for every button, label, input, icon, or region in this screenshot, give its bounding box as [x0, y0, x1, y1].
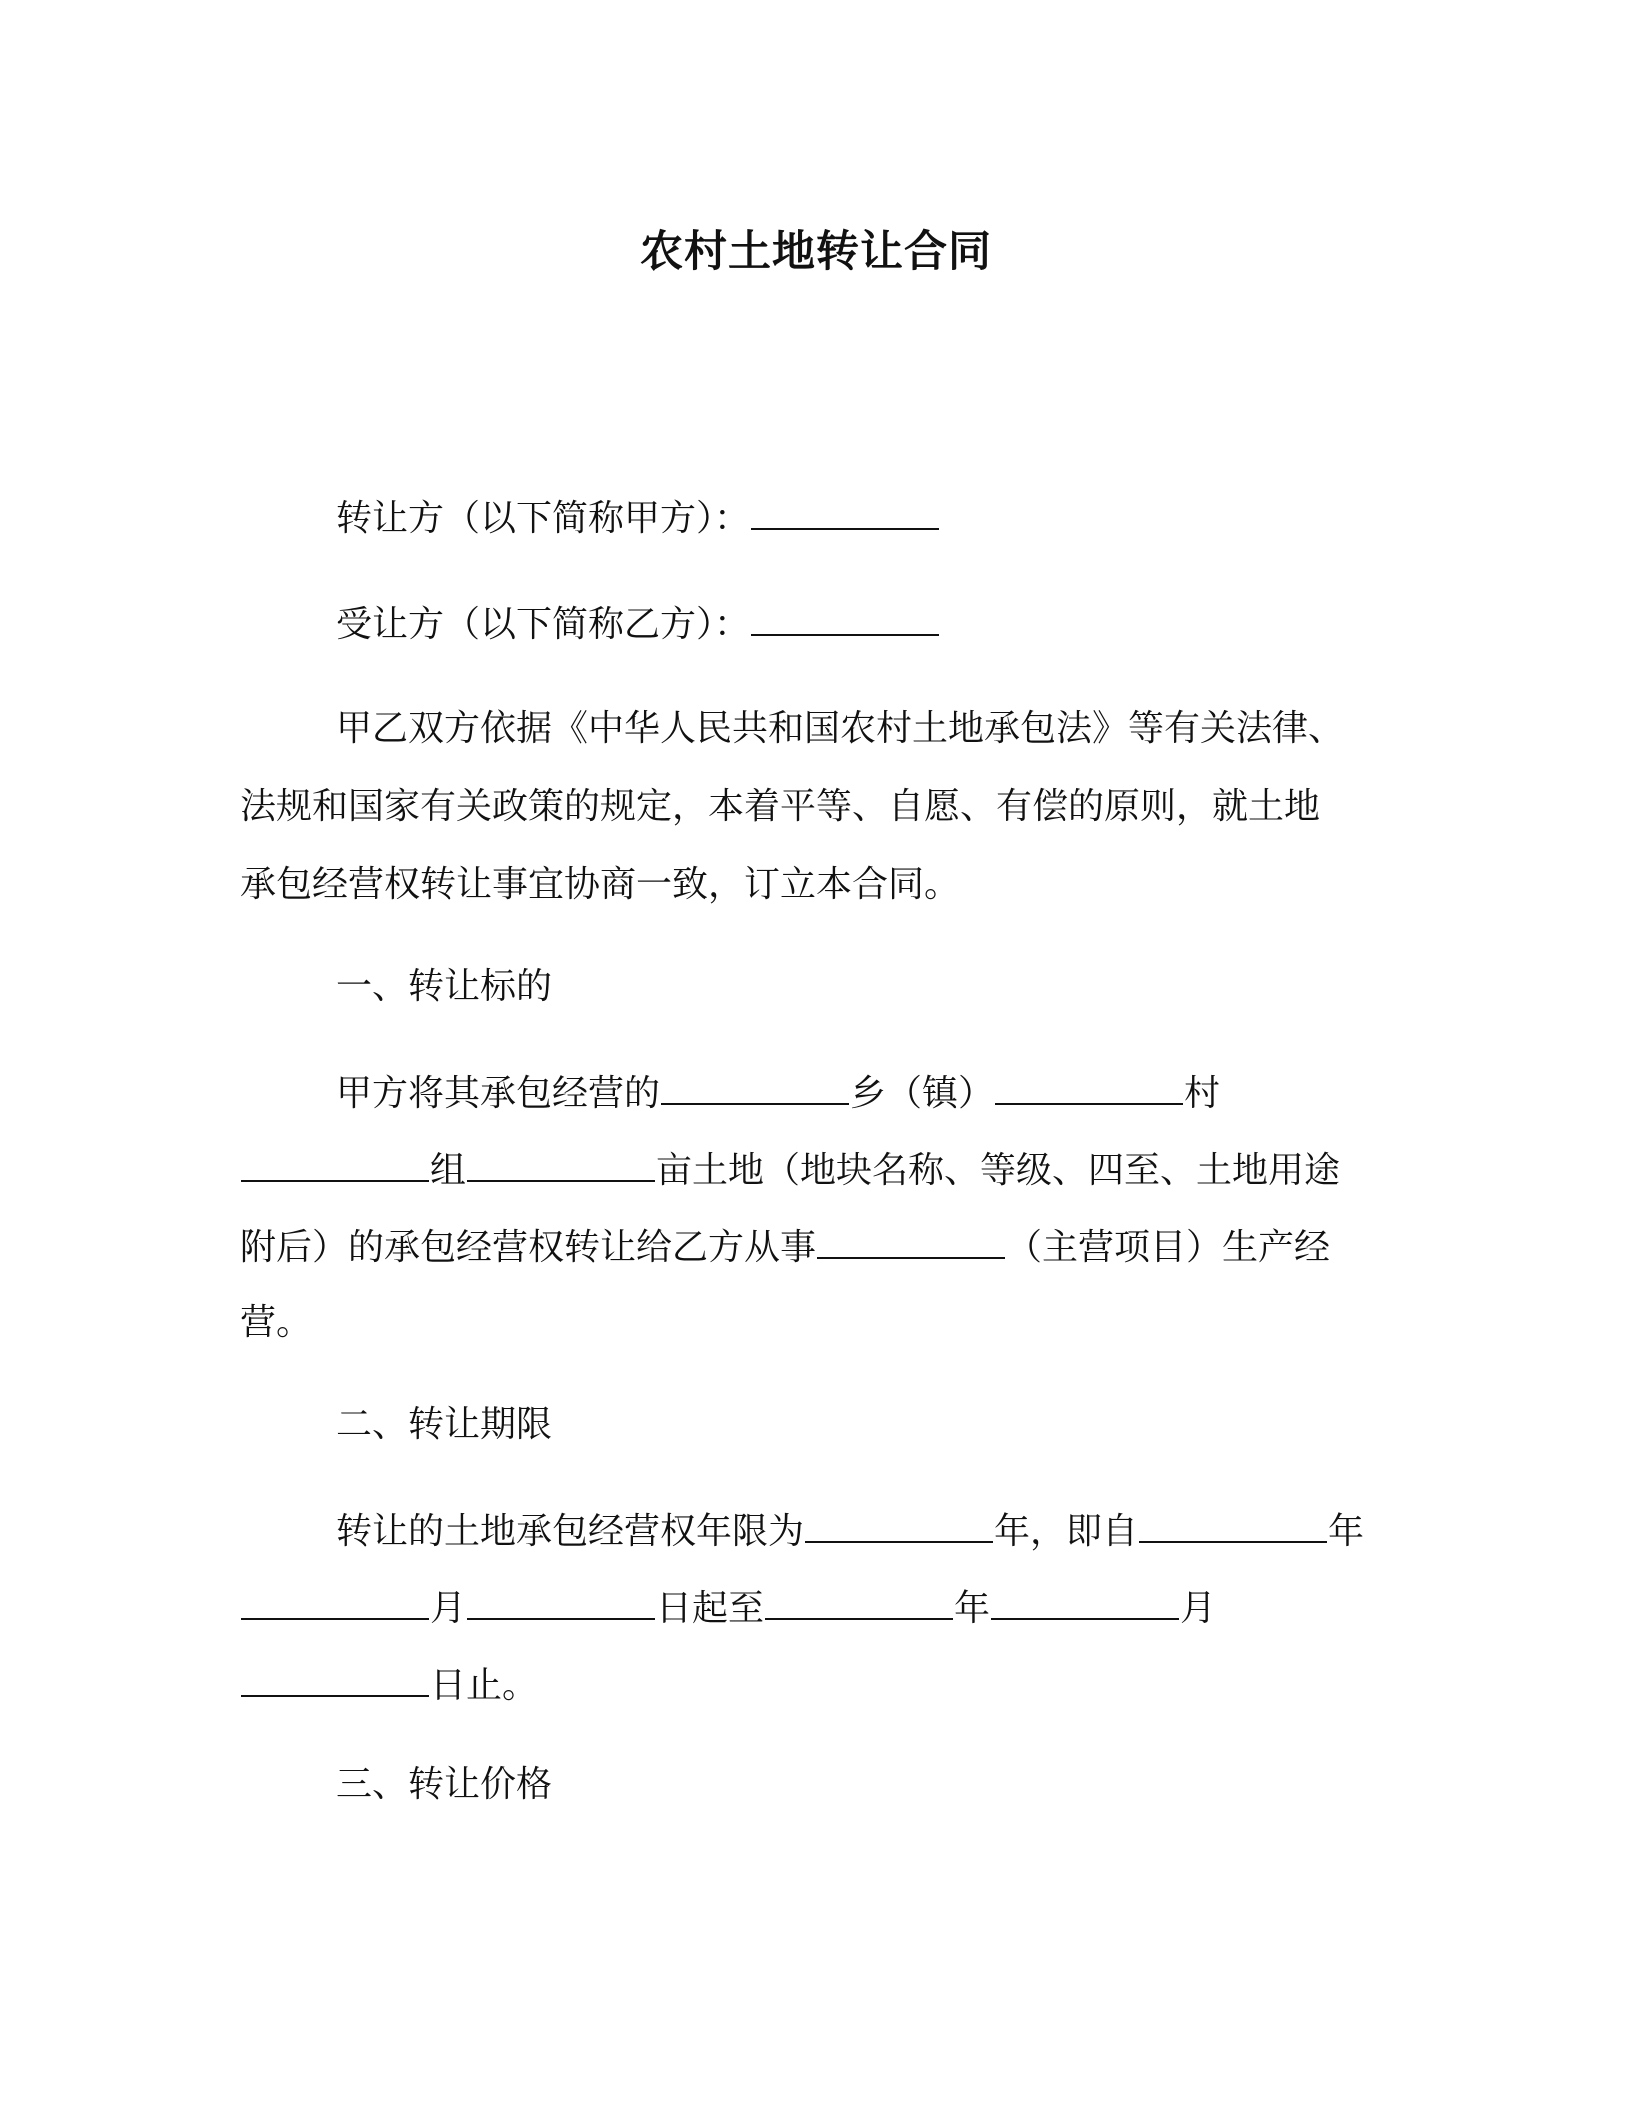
years-blank	[805, 1505, 993, 1543]
intro-line-1: 甲乙双方依据《中华人民共和国农村土地承包法》等有关法律、	[336, 708, 1345, 749]
party-a-blank	[751, 492, 939, 530]
section2-heading: 二、转让期限	[336, 1404, 553, 1445]
project-blank	[817, 1221, 1005, 1259]
section1-line-1	[336, 1067, 1496, 1119]
section1-line-4: 营。	[240, 1302, 313, 1343]
area-blank	[467, 1144, 655, 1182]
text-segment: 日止。	[430, 1665, 539, 1706]
section1-line-2	[240, 1144, 1400, 1196]
section1-line-3	[240, 1221, 1400, 1273]
text-segment: 甲方将其承包经营的	[336, 1073, 661, 1114]
page-title: 农村土地转让合同	[640, 227, 992, 277]
text-segment: 日起至	[656, 1588, 765, 1629]
text-segment: 年，即自	[994, 1511, 1139, 1552]
end-day-blank	[241, 1659, 429, 1697]
start-year-blank	[1139, 1505, 1327, 1543]
township-blank	[661, 1067, 849, 1105]
party-b-line	[336, 598, 1496, 650]
village-blank	[995, 1067, 1183, 1105]
start-month-blank	[241, 1582, 429, 1620]
text-segment: 年	[954, 1588, 991, 1629]
intro-line-2: 法规和国家有关政策的规定，本着平等、自愿、有偿的原则，就土地	[240, 786, 1321, 827]
section2-line-2	[240, 1582, 1400, 1634]
text-segment: 月	[430, 1588, 467, 1629]
section2-line-1	[336, 1505, 1496, 1557]
text-segment: 年	[1328, 1511, 1365, 1552]
end-month-blank	[991, 1582, 1179, 1620]
text-segment: （主营项目）生产经	[1006, 1227, 1331, 1268]
party-b-label: 受让方（以下简称乙方）：	[336, 604, 751, 645]
text-segment: 村	[1184, 1073, 1221, 1114]
text-segment: 亩土地（地块名称、等级、四至、土地用途	[656, 1150, 1341, 1191]
text-segment: 组	[430, 1150, 467, 1191]
text-segment: 转让的土地承包经营权年限为	[336, 1511, 805, 1552]
party-a-line	[336, 492, 1496, 544]
text-segment: 附后）的承包经营权转让给乙方从事	[240, 1227, 817, 1268]
party-b-blank	[751, 598, 939, 636]
section2-line-3	[240, 1659, 1400, 1711]
intro-line-3: 承包经营权转让事宜协商一致，订立本合同。	[240, 864, 961, 905]
start-day-blank	[467, 1582, 655, 1620]
section1-heading: 一、转让标的	[336, 966, 553, 1007]
group-blank	[241, 1144, 429, 1182]
section3-heading: 三、转让价格	[336, 1764, 553, 1805]
end-year-blank	[765, 1582, 953, 1620]
text-segment: 月	[1180, 1588, 1217, 1629]
text-segment: 乡（镇）	[850, 1073, 995, 1114]
party-a-label: 转让方（以下简称甲方）：	[336, 498, 751, 539]
